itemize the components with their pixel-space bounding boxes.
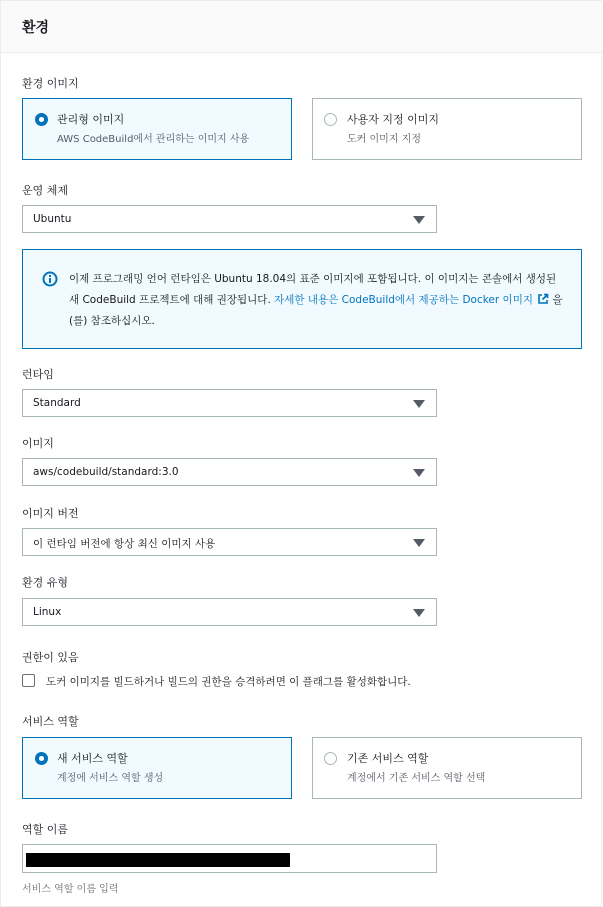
role-name-hint: 서비스 역할 이름 입력 [22,884,119,895]
role-name-input[interactable] [22,844,437,873]
image-select[interactable] [22,458,437,486]
custom-image-desc: 도커 이미지 지정 [347,134,421,145]
privileged-label: 권한이 있음 [22,651,79,664]
caret-down-icon [413,400,425,408]
caret-down-icon [413,469,425,477]
env-type-value: Linux [33,606,62,618]
managed-image-title: 관리형 이미지 [57,113,125,126]
existing-service-role-tile[interactable] [312,737,582,799]
new-service-role-tile[interactable] [22,737,292,799]
info-message [69,269,569,332]
existing-service-role-title: 기존 서비스 역할 [347,752,429,765]
runtime-select[interactable] [22,389,437,417]
env-type-select[interactable] [22,598,437,626]
new-service-role-title: 새 서비스 역할 [57,752,128,765]
existing-service-role-radio[interactable] [324,752,337,765]
env-type-label: 환경 유형 [22,576,69,589]
image-version-select[interactable] [22,528,437,556]
new-service-role-desc: 계정에 서비스 역할 생성 [57,773,164,784]
section-title: 환경 [22,20,50,36]
caret-down-icon [413,609,425,617]
info-icon [42,271,58,287]
info-alert [22,249,582,349]
custom-image-radio[interactable] [324,113,337,126]
existing-service-role-desc: 계정에서 기존 서비스 역할 선택 [347,773,486,784]
os-value: Ubuntu [33,213,72,225]
managed-image-desc: AWS CodeBuild에서 관리하는 이미지 사용 [57,134,250,145]
image-value: aws/codebuild/standard:3.0 [33,466,179,478]
service-role-label: 서비스 역할 [22,715,79,728]
custom-image-title: 사용자 지정 이미지 [347,113,440,126]
caret-down-icon [413,539,425,547]
role-name-label: 역할 이름 [22,823,69,836]
privileged-checkbox-label[interactable]: 도커 이미지를 빌드하거나 빌드의 권한을 승격하려면 이 플래그를 활성화합니다. [46,676,411,688]
info-text: 이제 프로그래밍 언어 런타임은 Ubuntu 18.04의 표준 이미지에 포함됩니다. 이 이미지는 콘솔에서 생성된 새 CodeBuild 프로젝트에 대해 권장됩니다. [69,273,557,306]
managed-image-radio[interactable] [35,113,48,126]
image-version-value: 이 런타임 버전에 항상 최신 이미지 사용 [33,538,216,550]
image-label: 이미지 [22,437,54,450]
os-select[interactable] [22,205,437,233]
privileged-checkbox[interactable] [22,674,35,687]
panel-header [1,1,603,53]
external-link-icon[interactable] [537,293,549,305]
info-suffix: 을(를) 참조하십시오. [69,294,563,327]
runtime-value: Standard [33,397,81,409]
runtime-label: 런타임 [22,368,54,381]
redacted-value [26,853,290,867]
image-version-label: 이미지 버전 [22,507,79,520]
managed-image-tile[interactable] [22,98,292,160]
info-docs-link[interactable]: 자세한 내용은 CodeBuild에서 제공하는 Docker 이미지 [274,294,533,306]
env-image-label: 환경 이미지 [22,77,79,90]
os-label: 운영 체제 [22,184,69,197]
new-service-role-radio[interactable] [35,752,48,765]
caret-down-icon [413,216,425,224]
custom-image-tile[interactable] [312,98,582,160]
